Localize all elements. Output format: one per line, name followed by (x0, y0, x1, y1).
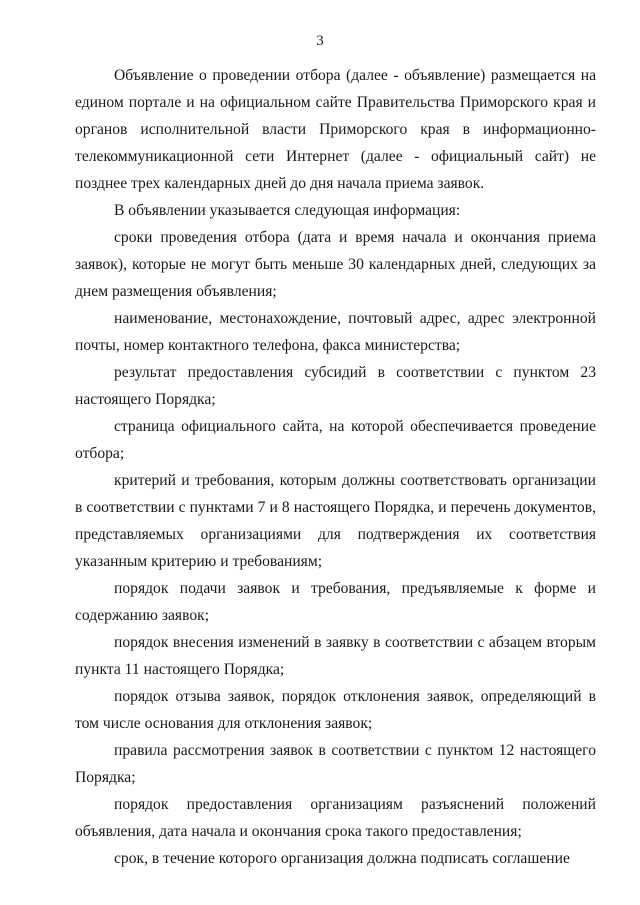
list-item-ministry-contacts: наименование, местонахождение, почтовый адрес, адрес электронной почты, номер контактного телефона, факса министерства; (75, 310, 596, 354)
list-item-criteria-requirements: критерий и требования, которым должны соответствовать организации в соответствии с пунктами 7 и 8 настоящего Порядка, и перечень документов, представляемых организациями для подтверждения их соответствия указанным критерию и требованиям; (75, 472, 596, 570)
list-item-application-changes: порядок внесения изменений в заявку в соответствии с абзацем вторым пункта 11 настоящего Порядка; (75, 634, 596, 678)
paragraph-announcement-contents-intro: В объявлении указывается следующая информация: (114, 202, 461, 219)
list-item-application-procedure: порядок подачи заявок и требования, предъявляемые к форме и содержанию заявок; (75, 580, 596, 624)
paragraph-announcement-placement: Объявление о проведении отбора (далее - объявление) размещается на едином портале и на официальном сайте Правительства Приморского края и органов исполнительной власти Приморского края в информационно-телекоммуникационной сети Интернет (далее - официальный сайт) не позднее трех календарных дней до дня начала приема заявок. (75, 67, 596, 192)
list-item-subsidy-result: результат предоставления субсидий в соответствии с пунктом 23 настоящего Порядка; (75, 364, 596, 408)
list-item-clarifications: порядок предоставления организациям разъяснений положений объявления, дата начала и окончания срока такого предоставления; (75, 796, 596, 840)
list-item-website-page: страница официального сайта, на которой обеспечивается проведение отбора; (75, 418, 596, 462)
list-item-selection-deadlines: сроки проведения отбора (дата и время начала и окончания приема заявок), которые не могут быть меньше 30 календарных дней, следующих за днем размещения объявления; (75, 229, 596, 300)
list-item-review-rules: правила рассмотрения заявок в соответствии с пунктом 12 настоящего Порядка; (75, 742, 596, 786)
page-number: 3 (316, 33, 324, 49)
document-body (75, 62, 596, 872)
list-item-agreement-deadline: срок, в течение которого организация должна подписать соглашение (114, 850, 570, 867)
list-item-application-withdrawal: порядок отзыва заявок, порядок отклонения заявок, определяющий в том числе основания для отклонения заявок; (75, 688, 596, 732)
